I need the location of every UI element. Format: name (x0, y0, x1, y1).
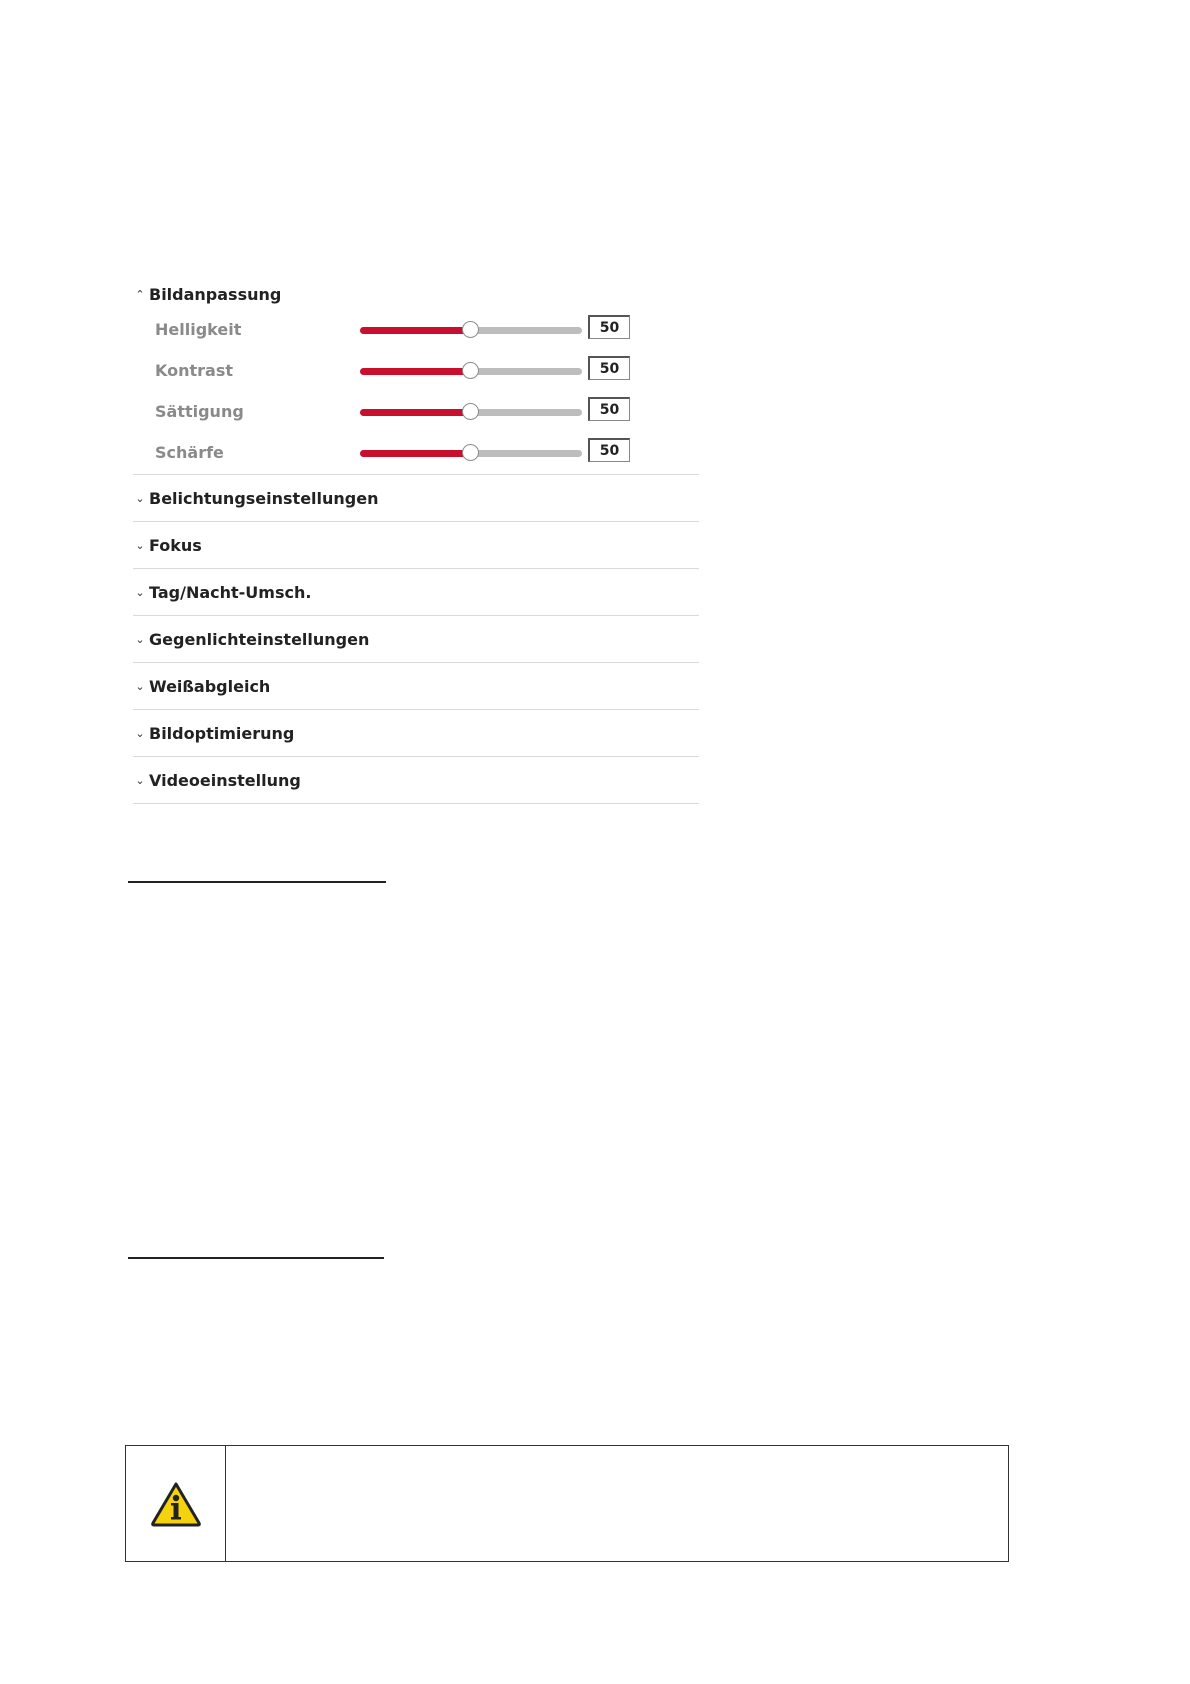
slider-label: Sättigung (155, 402, 244, 421)
slider-knob[interactable] (462, 403, 479, 420)
chevron-down-icon: ⌄ (135, 632, 145, 646)
slider-knob[interactable] (462, 444, 479, 461)
section-videoeinstellung (133, 756, 699, 803)
slider-fill (360, 327, 471, 334)
warning-info-icon (150, 1481, 202, 1527)
section-header-weissabgleich[interactable] (133, 663, 699, 709)
section-bildoptimierung (133, 709, 699, 756)
section-header-fokus[interactable] (133, 522, 699, 568)
helligkeit-value-input[interactable] (588, 315, 630, 339)
chevron-down-icon: ⌄ (135, 585, 145, 599)
section-title: Fokus (149, 535, 202, 555)
panel-bottom-divider (133, 803, 699, 804)
section-gegenlichteinstellungen (133, 615, 699, 662)
section-header-bildoptimierung[interactable] (133, 710, 699, 756)
slider-fill (360, 450, 471, 457)
section-weissabgleich (133, 662, 699, 709)
section-fokus (133, 521, 699, 568)
section-header-tag-nacht-umsch[interactable] (133, 569, 699, 615)
info-text-cell (226, 1446, 1008, 1561)
slider-label: Helligkeit (155, 320, 242, 339)
section-header-videoeinstellung[interactable] (133, 757, 699, 803)
section-title: Gegenlichteinstellungen (149, 629, 370, 649)
chevron-down-icon: ⌄ (135, 773, 145, 787)
section-title: Tag/Nacht-Umsch. (149, 582, 312, 602)
section-title: Bildanpassung (149, 284, 282, 304)
chevron-down-icon: ⌄ (135, 679, 145, 693)
kontrast-slider[interactable] (360, 368, 582, 375)
section-belichtungseinstellungen (133, 474, 699, 521)
slider-fill (360, 368, 471, 375)
kontrast-value-input[interactable] (588, 356, 630, 380)
section-title: Videoeinstellung (149, 770, 301, 790)
helligkeit-slider[interactable] (360, 327, 582, 334)
slider-label: Schärfe (155, 443, 224, 462)
section-title: Weißabgleich (149, 676, 271, 696)
slider-fill (360, 409, 471, 416)
slider-row-kontrast (133, 351, 699, 392)
saettigung-slider[interactable] (360, 409, 582, 416)
section-title: Belichtungseinstellungen (149, 488, 379, 508)
info-box (125, 1445, 1009, 1562)
section-bildanpassung (133, 278, 699, 474)
schaerfe-value-input[interactable] (588, 438, 630, 462)
slider-label: Kontrast (155, 361, 234, 380)
slider-row-helligkeit (133, 310, 699, 351)
section-header-bildanpassung[interactable] (133, 278, 699, 310)
info-icon-cell (126, 1446, 226, 1561)
chevron-down-icon: ⌄ (135, 491, 145, 505)
heading-underline (128, 1257, 384, 1259)
chevron-up-icon: ⌃ (135, 287, 145, 301)
slider-row-schaerfe (133, 433, 699, 474)
schaerfe-slider[interactable] (360, 450, 582, 457)
chevron-down-icon: ⌄ (135, 538, 145, 552)
slider-knob[interactable] (462, 362, 479, 379)
slider-row-saettigung (133, 392, 699, 433)
slider-knob[interactable] (462, 321, 479, 338)
section-header-gegenlichteinstellungen[interactable] (133, 616, 699, 662)
section-tag-nacht-umsch (133, 568, 699, 615)
saettigung-value-input[interactable] (588, 397, 630, 421)
heading-underline (128, 881, 386, 883)
section-header-belichtungseinstellungen[interactable] (133, 475, 699, 521)
section-title: Bildoptimierung (149, 723, 295, 743)
image-settings-panel (133, 278, 699, 804)
chevron-down-icon: ⌄ (135, 726, 145, 740)
